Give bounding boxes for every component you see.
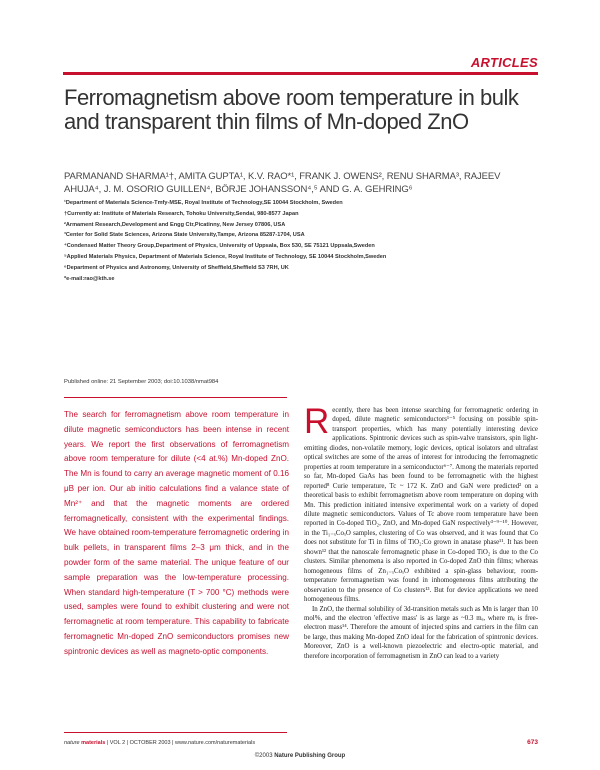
affiliation-line: ⁵Applied Materials Physics, Department of Materials Science, Royal Institute of Technology, SE 10044 Stockholm,Sweden: [64, 253, 387, 260]
article-title: Ferromagnetism above room temperature in bulk and transparent thin films of Mn-doped ZnO: [64, 85, 519, 134]
affiliation-line: ¹Department of Materials Science-Tmfy-MSE, Royal Institute of Technology,SE 10044 Stockholm, Sweden: [64, 200, 343, 206]
contact-email: *e-mail:rao@kth.se: [64, 275, 115, 282]
affiliation-line: ⁴Condensed Matter Theory Group,Department of Physics, University of Uppsala, Box 530, SE 75121 Uppsala,Sweden: [64, 243, 375, 250]
author-list: PARMANAND SHARMA¹†, AMITA GUPTA¹, K.V. RAO*¹, FRANK J. OWENS², RENU SHARMA³, RAJEEV AHUJA⁴, J. M. OSORIO GUILLEN⁴, BÖRJE JOHANSSON⁴,⁵ AND G. A. GEHRING⁶: [64, 171, 501, 195]
affiliation-line: ³Center for Solid State Sciences, Arizona State University,Tampe, Arizona 85287-1704, USA: [64, 232, 305, 239]
affiliation-line: ⁶Department of Physics and Astronomy, University of Sheffield,Sheffield S3 7RH, UK: [64, 264, 289, 271]
journal-name: nature materials: [64, 740, 106, 746]
abstract: The search for ferromagnetism above room temperature in dilute magnetic semiconductors has been intense in recent years. We report the first observations of ferromagnetism above room temperature for dilute (<4 at.%) Mn-doped ZnO. The Mn is found to carry an average magnetic moment of 0.16 μB per ion. Our ab initio calculations find a valance state of Mn²⁺ and that the magnetic moments are ordered ferromagnetically, consistent with the experimental findings. We have obtained room-temperature ferromagnetic ordering in bulk pellets, in transparent films 2–3 μm thick, and in the powder form of the same material. The unique feature of our sample preparation was the low-temperature processing. When standard high-temperature (T > 700 °C) methods were used, samples were found to exhibit clustering and were not ferromagnetic at room temperature. This capability to fabricate ferromagnetic Mn-doped ZnO semiconductors promises new spintronic devices as well as magneto-optic components.: [64, 410, 289, 656]
publication-info: Published online: 21 September 2003; doi:10.1038/nmat984: [64, 379, 219, 385]
section-label: ARTICLES: [470, 55, 538, 70]
copyright-line: ©2003 Nature Publishing Group: [254, 753, 346, 759]
body-paragraph: [304, 402, 538, 605]
body-text: [304, 402, 538, 661]
body-paragraph: In ZnO, the thermal solubility of 3d-transition metals such as Mn is larger than 10 mol%, and the electron 'effective mass' is as large as ~0.3 mₑ, where mₑ is free-electron mass¹⁴. Therefore the amount of injected spins and carriers in the film can be large, thus making Mn-doped ZnO ideal for the fabrication of spintronic devices. Moreover, ZnO is a well-known piezoelectric and electro-optic material, and therefore incorporation of ferromagnetism in ZnO can lead to a variety: [304, 605, 538, 660]
affiliation-line: †Currently at: Institute of Materials Research, Tohoku University,Sendai, 980-8577 Japan: [64, 210, 299, 217]
body-paragraph-text: ecently, there has been intense searching for ferromagnetic ordering in doped, dilute magnetic semiconductors¹⁻⁵ focusing on possible spin-transport properties, which has many potentially interesting device applications. Spintronic devices such as spin-valve transistors, spin light-emitting diodes, non-volatile memory, logic devices, optical isolators and ultrafast optical switches are some of the areas of interest for introducing the ferromagnetic properties at room temperature in a semiconductor⁶⁻⁷. Among the materials reported so far, Mn-doped GaAs has been found to be ferromagnetic with the highest reported⁸ Curie temperature, Tc ~ 172 K. ZnO and GaN were predicted² on a theoretical basis to exhibit ferromagnetism above room temperature on doping with Mn. This prediction initiated intensive experimental work on a variety of doped dilute magnetic semiconductors. Values of Tc above room temperature have been reported in Co-doped TiO₂, ZnO, and Mn-doped GaN respectively³⁻⁹⁻¹⁰. However, in the Ti₁₋ₓCoₓO samples, clustering of Co was observed, and it was found that Co does not substitute for Ti in films of TiO₂:Co grown in anatase phase¹¹. It has been shown¹² that the nanoscale ferromagnetic phase in Co-doped TiO₂ is due to the Co clusters. Similar phenomena is also reported in Co-doped ZnO thin films; whereas homogeneous films of Zn₁₋ₓCoₓO exhibited a spin-glass behaviour, room-temperature ferromagnetism was found in inhomogeneous films attributing the observation to the presence of Co clusters¹³. But for device applications we need homogeneous films.: [304, 407, 538, 604]
journal-footer: [64, 740, 255, 746]
section-rule: [63, 72, 538, 75]
abstract-top-rule: [64, 397, 287, 398]
affiliation-line: ²Armament Research,Development and Engg Ctr,Picatinny, New Jersey 07806, USA: [64, 221, 286, 228]
abstract-bottom-rule: [64, 732, 287, 733]
drop-cap: R: [304, 402, 330, 441]
affiliations-list: [64, 198, 544, 284]
page-number: 673: [527, 739, 538, 746]
issue-info: | VOL 2 | OCTOBER 2003 | www.nature.com/naturematerials: [105, 740, 256, 746]
